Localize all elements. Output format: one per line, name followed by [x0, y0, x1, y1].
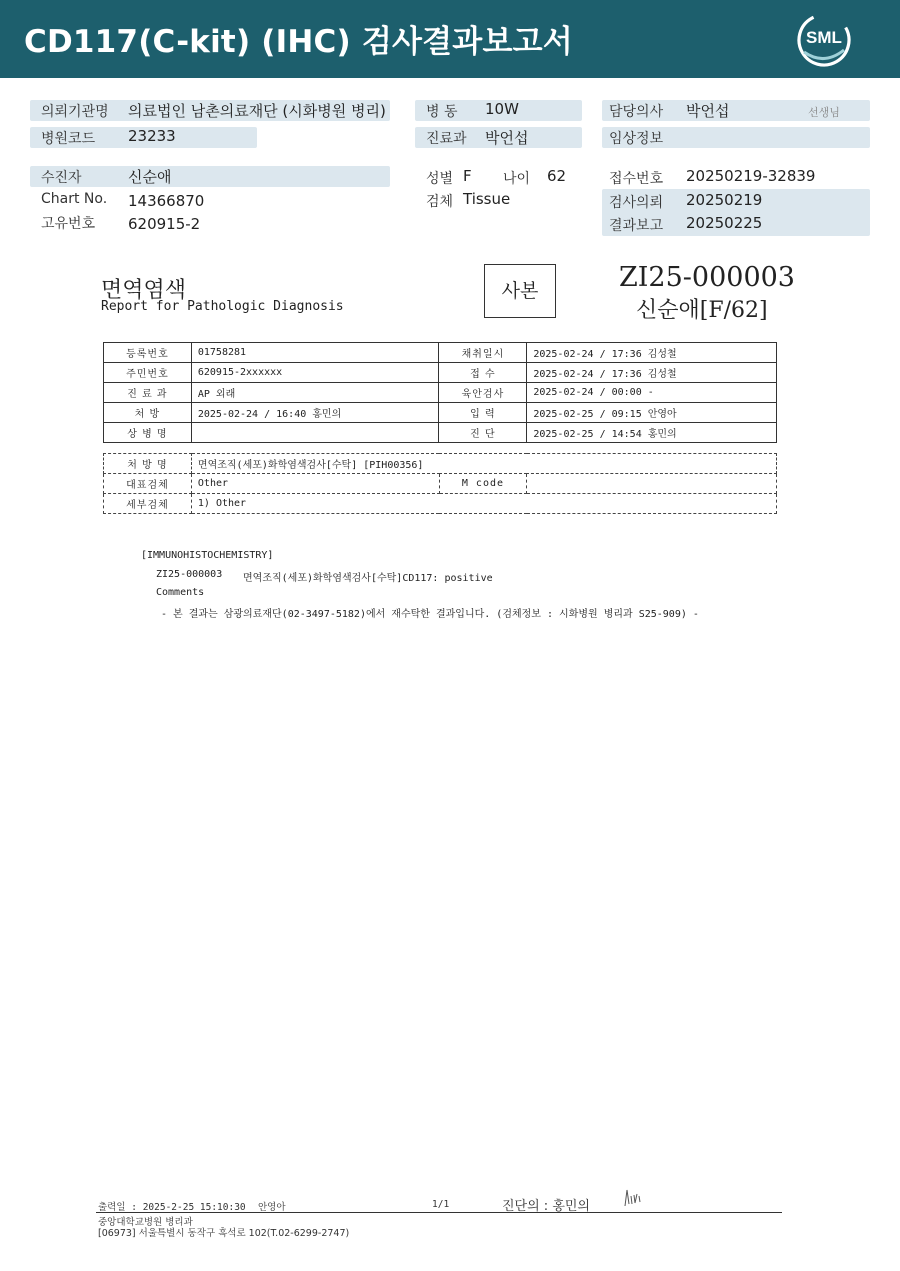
report-value: 20250225: [686, 214, 763, 232]
doctor-label: 담당의사: [609, 104, 664, 120]
logo-text: SML: [806, 28, 842, 47]
page-title: CD117(C-kit) (IHC) 검사결과보고서: [24, 24, 573, 60]
copy-stamp: 사본: [484, 264, 556, 318]
cell-label: 입 력: [439, 403, 527, 423]
cell-value: 2025-02-24 / 00:00 -: [527, 383, 777, 403]
cell-value: Other: [191, 474, 439, 494]
table-row: [104, 494, 777, 514]
prescription-table: [103, 453, 777, 514]
cell-value: [191, 423, 439, 443]
cell-value: 2025-02-25 / 09:15 안영아: [527, 403, 777, 423]
case-patient: 신순애[F/62]: [636, 298, 768, 323]
table-row: [104, 403, 777, 423]
cell-value: 2025-02-24 / 16:40 홍민의: [191, 403, 439, 423]
patient-bar: [30, 166, 390, 187]
report-title: 면역염색: [101, 278, 187, 303]
printer-name: 안영아: [258, 1202, 286, 1213]
institution-value: 의료법인 남촌의료재단 (시화병원 병리): [128, 102, 386, 120]
request-label: 검사의뢰: [609, 195, 664, 211]
footer-address: [06973] 서울특별시 동작구 흑석로 102(T.02-6299-2747): [98, 1228, 350, 1239]
cell-value: 01758281: [191, 343, 439, 363]
cell-label: 등록번호: [104, 343, 192, 363]
sex-label: 성별: [426, 171, 454, 187]
table-row: [104, 474, 777, 494]
patient-label: 수진자: [41, 170, 82, 186]
report-subtitle: Report for Pathologic Diagnosis: [101, 299, 344, 314]
ward-label: 병 동: [426, 104, 458, 120]
cell-value: 2025-02-24 / 17:36 김성철: [527, 363, 777, 383]
department-value: 박언섭: [485, 129, 529, 147]
cell-label: 접 수: [439, 363, 527, 383]
table-row: [104, 383, 777, 403]
sex-value: F: [463, 167, 472, 185]
cell-label: 채취일시: [439, 343, 527, 363]
diagnoser: 진단의 : 홍민의: [502, 1199, 590, 1214]
cell-value: 620915-2xxxxxx: [191, 363, 439, 383]
table-row: [104, 363, 777, 383]
cell-value: [527, 474, 777, 494]
report-label: 결과보고: [609, 218, 664, 234]
request-value: 20250219: [686, 191, 763, 209]
page-number: 1/1: [432, 1199, 450, 1210]
cell-label: 세부검체: [104, 494, 192, 514]
registration-table: [103, 342, 777, 443]
print-date: 출력일 : 2025-2-25 15:10:30: [98, 1202, 246, 1213]
cell-label: M code: [439, 474, 527, 494]
receipt-label: 접수번호: [609, 171, 664, 187]
receipt-value: 20250219-32839: [686, 167, 816, 185]
doctor-value: 박언섭: [686, 102, 730, 120]
cell-label: 진 료 과: [104, 383, 192, 403]
hospital-code-label: 병원코드: [41, 131, 96, 147]
header-bar: [0, 0, 900, 78]
cell-label: 육안검사: [439, 383, 527, 403]
cell-label: 처 방: [104, 403, 192, 423]
table-row: [104, 454, 777, 474]
ihc-case: ZI25-000003: [156, 569, 223, 580]
institution-label: 의뢰기관명: [41, 104, 109, 120]
case-number: ZI25-000003: [619, 262, 795, 293]
ihc-heading: [IMMUNOHISTOCHEMISTRY]: [141, 550, 274, 561]
hospital-code-value: 23233: [128, 127, 176, 145]
table-row: [104, 423, 777, 443]
cell-label: 처 방 명: [104, 454, 192, 474]
age-label: 나이: [503, 171, 531, 187]
cell-value: 2025-02-25 / 14:54 홍민의: [527, 423, 777, 443]
cell-value: 2025-02-24 / 17:36 김성철: [527, 343, 777, 363]
cell-label: 상 병 명: [104, 423, 192, 443]
cell-value: 면역조직(세포)화학염색검사[수탁] [PIH00356]: [191, 454, 776, 474]
footer-dept: 중앙대학교병원 병리과: [98, 1217, 193, 1228]
cell-label: 진 단: [439, 423, 527, 443]
age-value: 62: [547, 167, 567, 185]
ward-value: 10W: [485, 100, 519, 118]
clinical-label: 임상정보: [609, 131, 664, 147]
chart-value: 14366870: [128, 192, 205, 210]
cell-label: 주민번호: [104, 363, 192, 383]
table-row: [104, 343, 777, 363]
doctor-suffix: 선생님: [808, 106, 840, 119]
comments-label: Comments: [156, 587, 205, 598]
cell-value: 1) Other: [191, 494, 776, 514]
unique-value: 620915-2: [128, 215, 201, 233]
sml-logo: [796, 12, 852, 68]
specimen-value: Tissue: [463, 190, 511, 208]
specimen-label: 검체: [426, 194, 454, 210]
ihc-result: 면역조직(세포)화학염색검사[수탁]CD117: positive: [243, 573, 493, 584]
footer-divider: [96, 1212, 782, 1213]
signature-icon: [622, 1186, 646, 1210]
patient-value: 신순애: [128, 168, 172, 186]
cell-label: 대표검체: [104, 474, 192, 494]
unique-label: 고유번호: [41, 216, 96, 232]
cell-value: AP 외래: [191, 383, 439, 403]
comment-text: - 본 결과는 삼광의료재단(02-3497-5182)에서 재수탁한 결과입니다. (검체정보 : 시화병원 병리과 S25-909) -: [161, 609, 699, 620]
chart-label: Chart No.: [41, 191, 108, 207]
department-label: 진료과: [426, 131, 467, 147]
